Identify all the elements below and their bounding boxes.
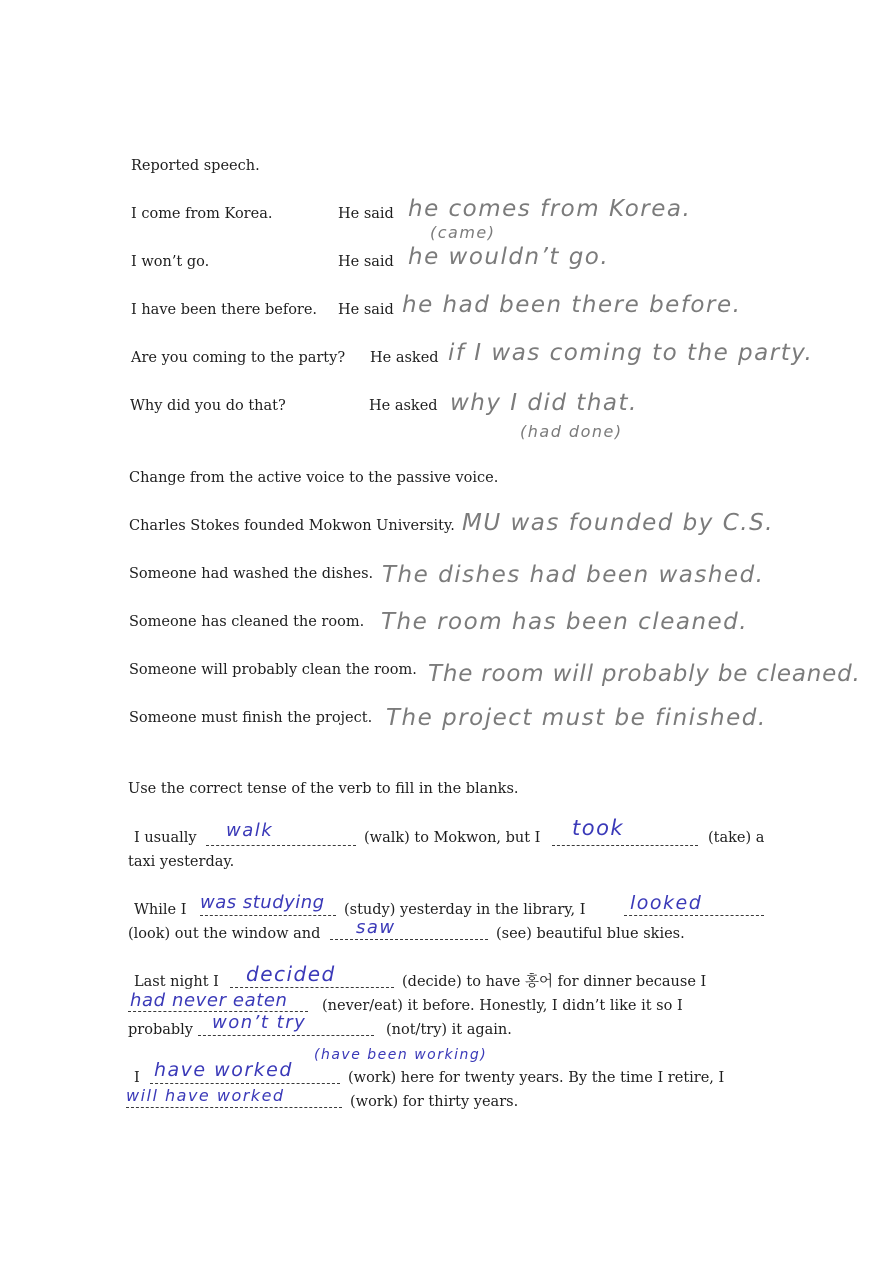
p1-blank-1 xyxy=(206,845,356,846)
p3-answer-3: won’t try xyxy=(212,1012,307,1033)
section-heading-fill-blanks: Use the correct tense of the verb to fill in the blanks. xyxy=(128,781,519,797)
reported-prompt-4: Are you coming to the party? xyxy=(131,350,346,366)
p1-answer-1: walk xyxy=(226,820,274,841)
reported-answer-2: he wouldn’t go. xyxy=(408,244,610,270)
reported-note-1: (came) xyxy=(430,223,496,242)
p4-answer-1-note: (have been working) xyxy=(314,1047,488,1063)
reported-prompt-2: I won’t go. xyxy=(131,254,210,270)
passive-answer-5: The project must be finished. xyxy=(386,705,767,731)
passive-answer-2: The dishes had been washed. xyxy=(382,562,765,588)
p2-text-d: (see) beautiful blue skies. xyxy=(496,926,685,942)
p3-text-e: (not/try) it again. xyxy=(386,1022,512,1038)
p2-blank-2 xyxy=(624,915,764,916)
p3-text-a: Last night I xyxy=(134,974,219,990)
p2-answer-2: looked xyxy=(630,892,703,914)
p3-text-d: probably xyxy=(128,1022,193,1038)
reported-answer-3: he had been there before. xyxy=(402,292,742,318)
p2-text-a: While I xyxy=(134,902,187,918)
p3-text-c: (never/eat) it before. Honestly, I didn’t like it so I xyxy=(322,998,683,1014)
p3-answer-1: decided xyxy=(246,962,336,986)
passive-answer-3: The room has been cleaned. xyxy=(381,609,749,635)
passive-prompt-2: Someone had washed the dishes. xyxy=(129,566,374,582)
passive-answer-4: The room will probably be cleaned. xyxy=(428,661,861,687)
p1-answer-2: took xyxy=(572,816,625,840)
p4-answer-2: will have worked xyxy=(126,1086,285,1105)
reported-prompt-5: Why did you do that? xyxy=(130,398,286,414)
p2-answer-3: saw xyxy=(356,917,396,938)
p3-answer-2: had never eaten xyxy=(130,990,288,1011)
reported-verb-5: He asked xyxy=(369,398,438,414)
p1-text-a: I usually xyxy=(134,830,197,846)
p3-blank-1 xyxy=(230,987,394,988)
p1-text-c: (take) a xyxy=(708,830,765,846)
reported-answer-5: why I did that. xyxy=(450,390,638,416)
p1-blank-2 xyxy=(552,845,698,846)
reported-prompt-3: I have been there before. xyxy=(131,302,318,318)
passive-prompt-4: Someone will probably clean the room. xyxy=(129,662,417,678)
p4-blank-1 xyxy=(150,1083,340,1084)
p4-text-c: (work) for thirty years. xyxy=(350,1094,519,1110)
p2-answer-1: was studying xyxy=(200,892,325,913)
p3-text-b: (decide) to have 홍어 for dinner because I xyxy=(402,974,707,990)
p2-text-c: (look) out the window and xyxy=(128,926,321,942)
reported-verb-1: He said xyxy=(338,206,394,222)
reported-note-5: (had done) xyxy=(520,422,623,441)
p2-blank-3 xyxy=(330,939,488,940)
reported-verb-3: He said xyxy=(338,302,394,318)
passive-prompt-3: Someone has cleaned the room. xyxy=(129,614,365,630)
section-heading-reported-speech: Reported speech. xyxy=(131,158,260,174)
p4-text-a: I xyxy=(134,1070,140,1086)
p3-blank-3 xyxy=(198,1035,374,1036)
reported-answer-4: if I was coming to the party. xyxy=(448,340,814,366)
passive-answer-1: MU was founded by C.S. xyxy=(462,510,774,536)
p4-blank-2 xyxy=(126,1107,342,1108)
p2-text-b: (study) yesterday in the library, I xyxy=(344,902,586,918)
reported-prompt-1: I come from Korea. xyxy=(131,206,273,222)
p4-text-b: (work) here for twenty years. By the time I retire, I xyxy=(348,1070,725,1086)
p2-blank-1 xyxy=(200,915,336,916)
section-heading-passive-voice: Change from the active voice to the passive voice. xyxy=(129,470,499,486)
p1-text-b: (walk) to Mokwon, but I xyxy=(364,830,541,846)
passive-prompt-1: Charles Stokes founded Mokwon University. xyxy=(129,518,455,534)
reported-answer-1: he comes from Korea. xyxy=(408,196,692,222)
passive-prompt-5: Someone must finish the project. xyxy=(129,710,373,726)
p4-answer-1: have worked xyxy=(154,1059,293,1081)
reported-verb-4: He asked xyxy=(370,350,439,366)
reported-verb-2: He said xyxy=(338,254,394,270)
p1-text-d: taxi yesterday. xyxy=(128,854,235,870)
